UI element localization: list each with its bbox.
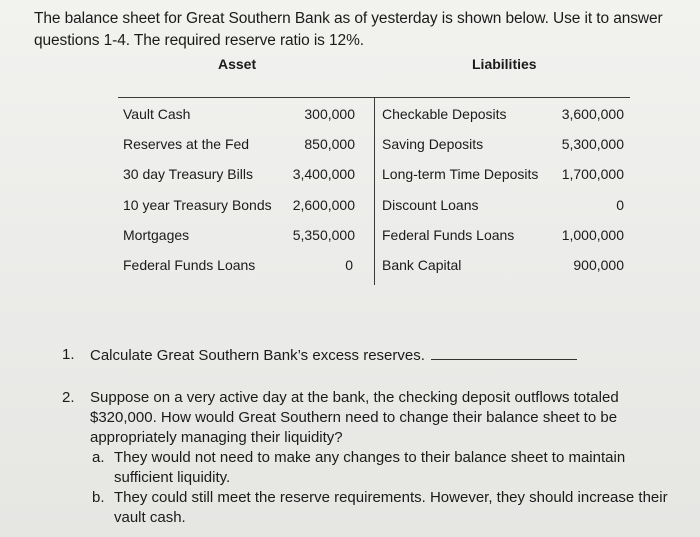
liability-value: 1,700,000 — [561, 166, 624, 182]
asset-name: 10 year Treasury Bonds — [123, 197, 272, 213]
option-letter: b. — [92, 489, 105, 506]
question-number: 2. — [62, 389, 75, 406]
option-text: They could still meet the reserve requirements. However, they should increase their vault cash. — [114, 489, 668, 526]
asset-value: 300,000 — [304, 106, 355, 122]
asset-value: 2,600,000 — [292, 197, 355, 213]
option-b — [62, 488, 682, 528]
liability-value: 5,300,000 — [561, 136, 624, 152]
liability-name: Federal Funds Loans — [382, 227, 515, 243]
liability-value: 3,600,000 — [561, 106, 624, 122]
answer-blank[interactable] — [431, 345, 577, 360]
intro-paragraph: The balance sheet for Great Southern Bank as of yesterday is shown below. Use it to answer questions 1-4. The required reserve ratio is 12%. — [34, 10, 663, 49]
liability-name: Discount Loans — [382, 197, 479, 213]
liability-value: 900,000 — [573, 257, 624, 273]
asset-name: 30 day Treasury Bills — [123, 166, 253, 182]
option-a — [62, 448, 682, 488]
asset-name: Mortgages — [123, 227, 190, 243]
question-text: Suppose on a very active day at the bank, the checking deposit outflows totaled $320,000. How would Great Southern need to change their balance sheet to be appropriately managing their liquidity? — [90, 389, 619, 446]
asset-value: 3,400,000 — [292, 166, 355, 182]
table-row — [118, 197, 630, 219]
liability-value: 1,000,000 — [561, 227, 624, 243]
liability-name: Saving Deposits — [382, 136, 484, 152]
table-row — [118, 136, 630, 158]
asset-value: 5,350,000 — [292, 227, 355, 243]
question-list — [62, 345, 682, 528]
option-letter: a. — [92, 449, 105, 466]
table-row — [118, 227, 630, 249]
table-row — [118, 257, 630, 279]
question-number: 1. — [62, 346, 75, 363]
asset-name: Vault Cash — [123, 106, 191, 122]
liability-name: Long-term Time Deposits — [382, 166, 539, 182]
asset-column-header: Asset — [218, 56, 257, 72]
question-2 — [62, 388, 682, 448]
asset-name: Reserves at the Fed — [123, 136, 250, 152]
liability-name: Checkable Deposits — [382, 106, 507, 122]
liability-name: Bank Capital — [382, 257, 462, 273]
asset-value: 850,000 — [304, 136, 355, 152]
option-text: They would not need to make any changes to their balance sheet to maintain sufficient liquidity. — [114, 449, 626, 486]
asset-name: Federal Funds Loans — [123, 257, 256, 273]
table-row — [118, 166, 630, 188]
asset-value: 0 — [345, 257, 353, 273]
balance-sheet-table — [118, 97, 630, 287]
liabilities-column-header: Liabilities — [472, 56, 537, 72]
question-1 — [62, 345, 682, 366]
table-row — [118, 106, 630, 128]
question-text: Calculate Great Southern Bank’s excess reserves. — [90, 347, 425, 364]
liability-value: 0 — [616, 197, 624, 213]
